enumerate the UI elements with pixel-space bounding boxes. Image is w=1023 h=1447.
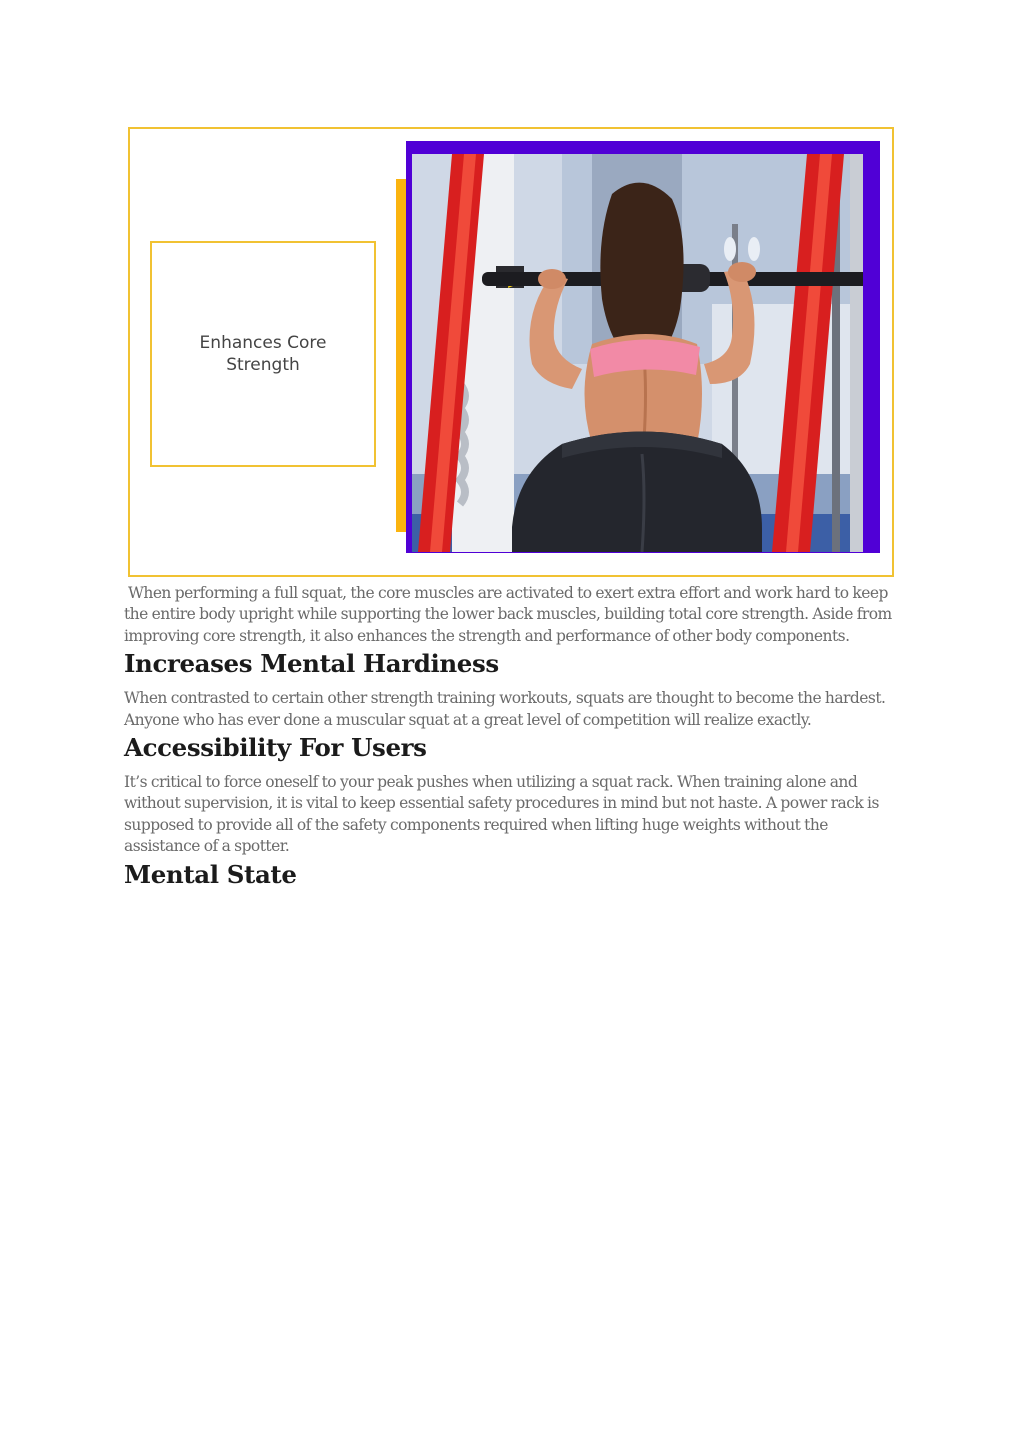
intro-paragraph: When performing a full squat, the core muscles are activated to exert extra effort and work hard to keep the entire body upright while supporting the lower back muscles, building total core strength. Aside from improving core strength, it also enhances the strength and performance of other body components. <box>124 584 892 645</box>
section-paragraph-accessibility: It’s critical to force oneself to your peak pushes when utilizing a squat rack. When training alone and without supervision, it is vital to keep essential safety procedures in mind but not haste. A power rack is supposed to provide all of the safety components required when lifting huge weights without the assistance of a spotter. <box>124 773 879 856</box>
section-paragraph-mental-hardiness: When contrasted to certain other strength training workouts, squats are thought to become the hardest. Anyone who has ever done a muscular squat at a great level of competition will realize exactly. <box>124 689 886 729</box>
photo-frame <box>406 141 880 553</box>
section-heading-accessibility: Accessibility For Users <box>124 733 427 763</box>
caption-box <box>150 241 376 467</box>
section-heading-mental-hardiness: Increases Mental Hardiness <box>124 649 499 679</box>
banner-caption: Enhances Core Strength <box>199 333 327 375</box>
hero-banner <box>128 127 894 577</box>
photo-illustration <box>412 154 863 552</box>
article-body <box>124 583 899 890</box>
woman-squatting-photo <box>412 154 863 552</box>
section-heading-mental-state: Mental State <box>124 859 297 889</box>
